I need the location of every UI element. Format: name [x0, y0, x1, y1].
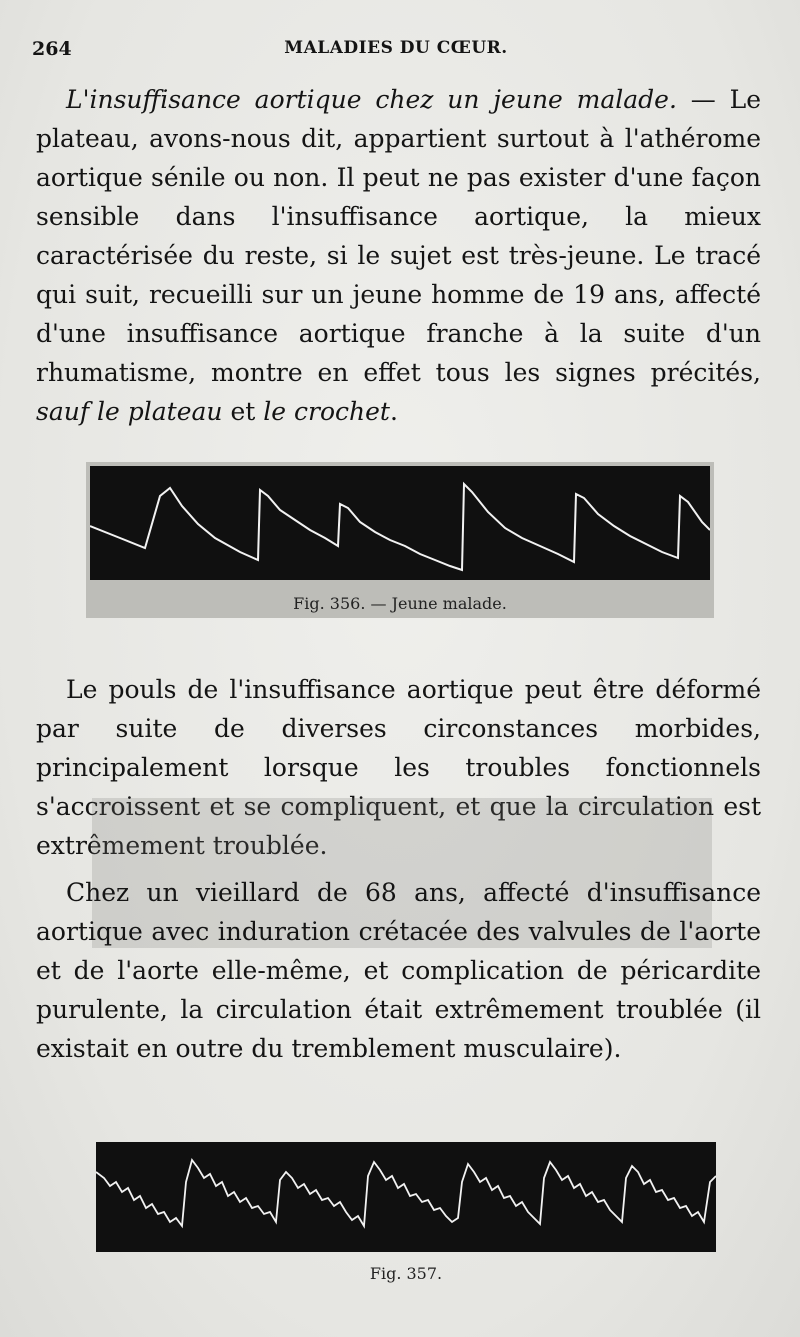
paragraph-text: — Le plateau, avons-nous dit, appartient surtout à l'athérome aortique sénile ou non. Il peut ne pas exister d'une façon sensible dans l'insuffisance aortique, la mieux caractérisée du reste, si le sujet est très-jeune. Le tracé qui suit, recueilli sur un jeune homme de 19 ans, affecté d'une insuffisance aortique franche à la suite d'un rhumatisme, montre en effet tous les signes précités,	[36, 85, 761, 387]
paragraph-vieillard	[36, 873, 761, 1103]
figure-357	[96, 1142, 716, 1292]
pulse-waveform-357	[96, 1142, 716, 1252]
figure-caption-357: Fig. 357.	[369, 1264, 443, 1283]
running-title: MALADIES DU CŒUR.	[284, 38, 508, 58]
pulse-tracing-357	[96, 1142, 716, 1252]
paragraph-text: Le pouls de l'insuffisance aortique peut être déformé par suite de diverses circonstances morbides, principalement lorsque les troubles fonctionnels s'accroissent et se compliquent, et que la circulation est extrêmement troublée.	[36, 675, 761, 860]
emphasis-plateau: sauf le plateau	[36, 397, 223, 426]
paragraph-text: .	[389, 397, 398, 426]
paragraph-text: Chez un vieillard de 68 ans, affecté d'insuffisance aortique avec induration crétacée des valvules de l'aorte et de l'aorte elle-même, et complication de péricardite purulente, la circulation était extrêmement troublée (il existait en outre du tremblement musculaire).	[36, 878, 761, 1063]
paragraph-plateau	[36, 80, 761, 440]
figure-caption-356: Fig. 356. — Jeune malade.	[293, 594, 507, 613]
section-heading-italic: L'insuffisance aortique chez un jeune malade.	[66, 85, 677, 114]
pulse-waveform-356	[90, 466, 710, 580]
paragraph-text: et	[222, 397, 264, 426]
page-header	[32, 34, 760, 64]
emphasis-crochet: le crochet	[263, 397, 390, 426]
figure-356	[86, 462, 714, 622]
page-number: 264	[32, 38, 72, 60]
pulse-tracing-356	[90, 466, 710, 580]
